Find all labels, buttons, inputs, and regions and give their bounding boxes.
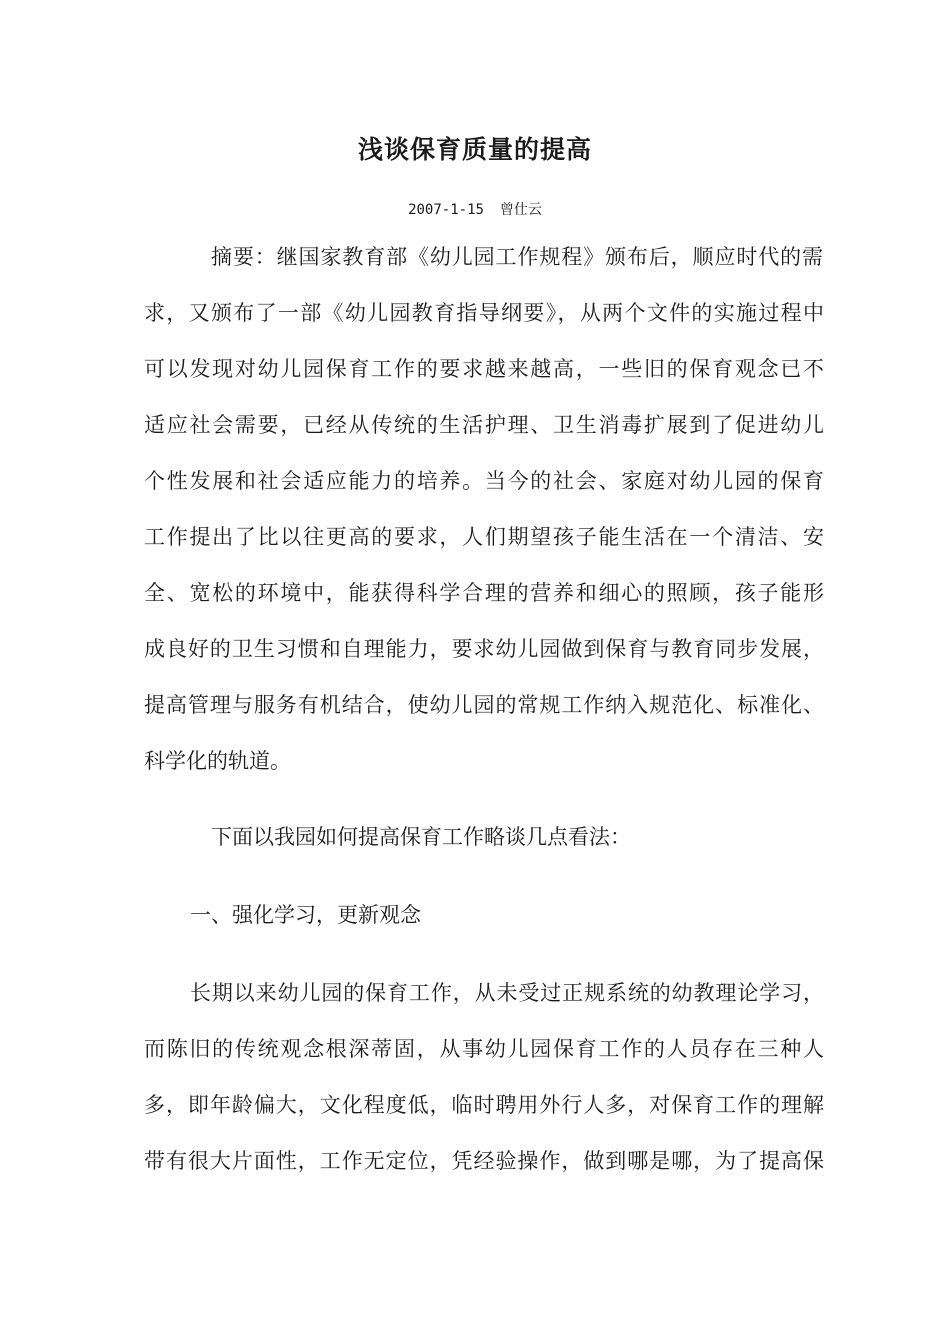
abstract-line: 工作提出了比以往更高的要求，人们期望孩子能生活在一个清洁、安 bbox=[144, 525, 824, 549]
document-title: 浅谈保育质量的提高 bbox=[357, 135, 592, 164]
abstract-line: 提高管理与服务有机结合，使幼儿园的常规工作纳入规范化、标准化、 bbox=[144, 693, 824, 717]
body-line: 多，即年龄偏大，文化程度低，临时聘用外行人多，对保育工作的理解 bbox=[144, 1093, 824, 1117]
abstract-line: 求，又颁布了一部《幼儿园教育指导纲要》，从两个文件的实施过程中 bbox=[144, 301, 824, 325]
abstract-line: 科学化的轨道。 bbox=[144, 749, 291, 773]
abstract-line: 可以发现对幼儿园保育工作的要求越来越高，一些旧的保育观念已不 bbox=[144, 357, 824, 381]
body-line: 带有很大片面性，工作无定位，凭经验操作，做到哪是哪，为了提高保 bbox=[144, 1149, 824, 1173]
publish-date: 2007-1-15 bbox=[408, 202, 484, 218]
body-line: 长期以来幼儿园的保育工作，从未受过正规系统的幼教理论学习， bbox=[190, 981, 824, 1005]
abstract-line: 个性发展和社会适应能力的培养。当今的社会、家庭对幼儿园的保育 bbox=[144, 469, 824, 493]
author-name: 曾仕云 bbox=[499, 202, 542, 218]
byline bbox=[0, 198, 950, 222]
body-line: 而陈旧的传统观念根深蒂固，从事幼儿园保育工作的人员存在三种人 bbox=[144, 1037, 824, 1061]
abstract-line: 全、宽松的环境中，能获得科学合理的营养和细心的照顾，孩子能形 bbox=[144, 581, 824, 605]
abstract-line: 成良好的卫生习惯和自理能力，要求幼儿园做到保育与教育同步发展， bbox=[144, 637, 824, 661]
intro-paragraph: 下面以我园如何提高保育工作略谈几点看法： bbox=[211, 825, 631, 849]
abstract-line: 适应社会需要，已经从传统的生活护理、卫生消毒扩展到了促进幼儿 bbox=[144, 413, 824, 437]
abstract-line: 摘要：继国家教育部《幼儿园工作规程》颁布后，顺应时代的需 bbox=[211, 245, 823, 269]
section-heading: 一、强化学习，更新观念 bbox=[190, 903, 421, 927]
